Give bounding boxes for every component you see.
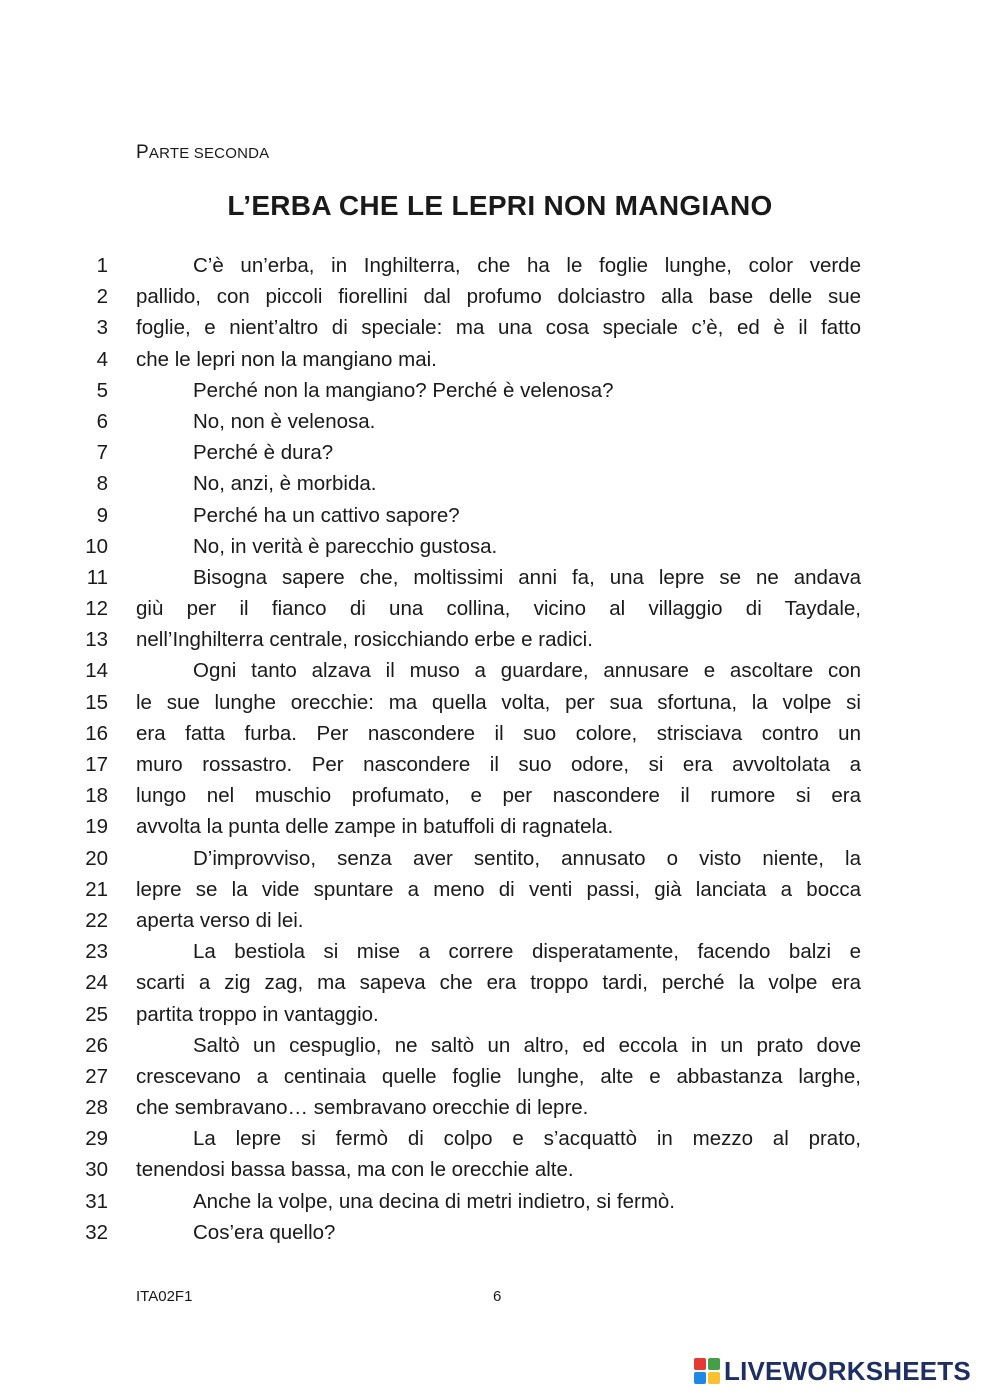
text-line <box>0 624 1000 655</box>
line-text: La lepre si fermò di colpo e s’acquattò in mezzo al prato, <box>193 1127 861 1151</box>
line-number: 8 <box>96 472 108 496</box>
line-number: 18 <box>85 784 108 808</box>
line-number: 9 <box>96 503 108 527</box>
line-number: 17 <box>85 753 108 776</box>
line-text: crescevano a centinaia quelle foglie lunghe, alte e abbastanza larghe, <box>136 1064 861 1088</box>
line-number: 23 <box>85 940 108 964</box>
logo-square <box>708 1358 720 1370</box>
line-number: 26 <box>85 1033 108 1057</box>
line-number: 13 <box>85 628 108 652</box>
line-number: 11 <box>86 565 108 589</box>
line-text: lungo nel muschio profumato, e per nascondere il rumore si era <box>136 784 861 808</box>
text-line <box>0 1186 1000 1217</box>
text-line <box>0 593 1000 624</box>
line-number: 21 <box>85 877 108 901</box>
line-number: 5 <box>96 378 108 402</box>
line-text: lepre se la vide spuntare a meno di venti passi, già lanciata a bocca <box>136 877 861 901</box>
line-text: pallido, con piccoli fiorellini dal profumo dolciastro alla base delle sue <box>136 285 861 309</box>
text-line <box>0 250 1000 281</box>
line-text: No, non è velenosa. <box>193 409 376 433</box>
line-text: partita troppo in vantaggio. <box>136 1002 379 1026</box>
line-text: Bisogna sapere che, moltissimi anni fa, una lepre se ne andava <box>193 565 861 589</box>
text-line <box>0 344 1000 375</box>
line-number: 30 <box>85 1158 108 1182</box>
logo-square <box>694 1358 706 1370</box>
line-text: nell’Inghilterra centrale, rosicchiando erbe e radici. <box>136 628 593 652</box>
text-line <box>0 406 1000 437</box>
text-line <box>0 500 1000 531</box>
line-text: Perché ha un cattivo sapore? <box>193 503 460 527</box>
line-number: 22 <box>85 908 108 932</box>
line-number: 28 <box>85 1096 108 1120</box>
line-number: 27 <box>85 1064 108 1088</box>
text-line <box>0 936 1000 967</box>
part-label-initial: P <box>136 142 149 163</box>
line-text: No, in verità è parecchio gustosa. <box>193 534 498 558</box>
line-text: era fatta furba. Per nascondere il suo colore, strisciava contro un <box>136 721 861 745</box>
line-number: 24 <box>85 971 108 995</box>
text-line <box>0 1030 1000 1061</box>
text-line <box>0 468 1000 499</box>
line-number: 7 <box>96 441 108 465</box>
line-text: No, anzi, è morbida. <box>193 472 377 496</box>
line-number: 16 <box>85 721 108 745</box>
line-text: tenendosi bassa bassa, ma con le orecchie alte. <box>136 1158 574 1182</box>
text-line <box>0 375 1000 406</box>
text-line <box>0 967 1000 998</box>
text-line <box>0 874 1000 905</box>
text-line <box>0 780 1000 811</box>
line-text: C’è un’erba, in Inghilterra, che ha le foglie lunghe, color verde <box>193 254 861 277</box>
text-line <box>0 1061 1000 1092</box>
logo-square <box>708 1372 720 1384</box>
text-line <box>0 999 1000 1030</box>
text-line <box>0 1092 1000 1123</box>
text-line <box>0 1123 1000 1154</box>
text-line <box>0 749 1000 780</box>
line-number: 12 <box>85 597 108 621</box>
liveworksheets-logo-icon <box>694 1358 720 1384</box>
line-text: Cos’era quello? <box>193 1220 336 1244</box>
line-text: scarti a zig zag, ma sapeva che era troppo tardi, perché la volpe era <box>136 971 861 995</box>
line-text: foglie, e nient’altro di speciale: ma una cosa speciale c’è, ed è il fatto <box>136 316 861 340</box>
part-label-rest: ARTE SECONDA <box>148 145 270 162</box>
line-number: 15 <box>85 690 108 714</box>
line-text: Perché non la mangiano? Perché è velenosa? <box>193 378 614 402</box>
watermark-text: LIVEWORKSHEETS <box>724 1355 971 1386</box>
logo-square <box>694 1372 706 1384</box>
line-text: che le lepri non la mangiano mai. <box>136 347 437 371</box>
line-text: avvolta la punta delle zampe in batuffoli di ragnatela. <box>136 815 614 839</box>
line-number: 29 <box>85 1127 108 1151</box>
liveworksheets-watermark <box>694 1356 971 1386</box>
part-label <box>136 142 269 164</box>
text-line <box>0 531 1000 562</box>
line-number: 4 <box>96 347 108 371</box>
line-text: Anche la volpe, una decina di metri indietro, si fermò. <box>193 1189 676 1213</box>
text-line <box>0 718 1000 749</box>
page-title: L’ERBA CHE LE LEPRI NON MANGIANO <box>227 190 773 221</box>
line-number: 19 <box>85 815 108 839</box>
text-line <box>0 312 1000 343</box>
line-number: 3 <box>96 316 108 340</box>
text-line <box>0 655 1000 686</box>
text-line <box>0 687 1000 718</box>
line-text: muro rossastro. Per nascondere il suo odore, si era avvoltolata a <box>136 753 861 776</box>
line-number: 6 <box>96 409 108 433</box>
line-number: 32 <box>85 1220 108 1244</box>
line-number: 14 <box>85 659 108 683</box>
text-line <box>0 1154 1000 1185</box>
text-body <box>0 250 1000 1248</box>
line-text: aperta verso di lei. <box>136 908 304 932</box>
line-text: D’improvviso, senza aver sentito, annusato o visto niente, la <box>193 846 861 870</box>
line-number: 10 <box>85 534 108 558</box>
line-number: 31 <box>85 1189 108 1213</box>
text-line <box>0 811 1000 842</box>
line-text: La bestiola si mise a correre disperatamente, facendo balzi e <box>193 940 861 964</box>
line-text: che sembravano… sembravano orecchie di lepre. <box>136 1096 589 1120</box>
line-number: 1 <box>96 254 108 277</box>
line-number: 25 <box>85 1002 108 1026</box>
text-line <box>0 562 1000 593</box>
text-line <box>0 905 1000 936</box>
line-text: le sue lunghe orecchie: ma quella volta, per sua sfortuna, la volpe si <box>136 690 861 714</box>
text-line <box>0 1217 1000 1248</box>
line-text: Ogni tanto alzava il muso a guardare, annusare e ascoltare con <box>193 659 861 683</box>
line-text: giù per il fianco di una collina, vicino al villaggio di Taydale, <box>136 597 861 621</box>
line-text: Saltò un cespuglio, ne saltò un altro, ed eccola in un prato dove <box>193 1033 861 1057</box>
line-number: 2 <box>96 285 108 309</box>
line-number: 20 <box>85 846 108 870</box>
text-line <box>0 281 1000 312</box>
line-text: Perché è dura? <box>193 441 334 465</box>
page-number: 6 <box>493 1288 502 1305</box>
document-code: ITA02F1 <box>136 1288 193 1305</box>
text-line <box>0 437 1000 468</box>
text-line <box>0 843 1000 874</box>
